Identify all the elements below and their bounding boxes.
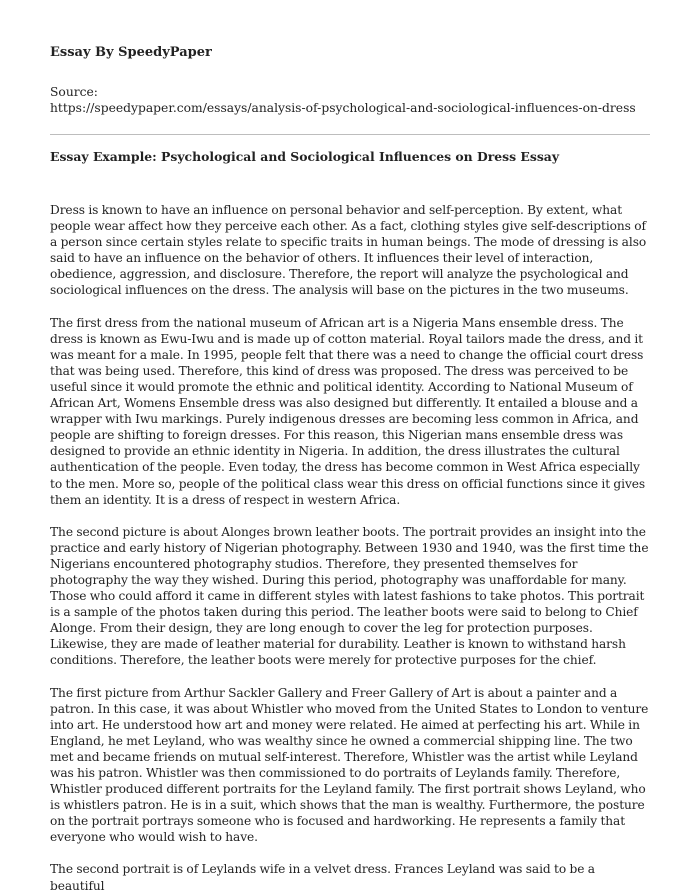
- header-divider: [50, 134, 650, 135]
- source-label: Source:: [50, 85, 98, 99]
- source-url[interactable]: https://speedypaper.com/essays/analysis-of-psychological-and-sociological-influences-on-dress: [50, 101, 636, 115]
- essay-paragraph-4: The first picture from Arthur Sackler Gallery and Freer Gallery of Art is about a painter and a patron. In this case, it was about Whistler who moved from the United States to London to venture into art. He understood how art and money were related. He aimed at perfecting his art. While in England, he met Leyland, who was wealthy since he owned a commercial shipping line. The two met and became friends on mutual self-interest. Therefore, Whistler was the artist while Leyland was his patron. Whistler was then commissioned to do portraits of Leylands family. Therefore, Whistler produced different portraits for the Leyland family. The first portrait shows Leyland, who is whistlers patron. He is in a suit, which shows that the man is wealthy. Furthermore, the posture on the portrait portrays someone who is focused and hardworking. He represents a family that everyone who would wish to have.: [50, 685, 649, 845]
- essay-paragraph-5: The second portrait is of Leylands wife in a velvet dress. Frances Leyland was said to be a beautiful: [50, 862, 595, 893]
- essay-paragraph-2: The first dress from the national museum of African art is a Nigeria Mans ensemble dress. The dress is known as Ewu-Iwu and is made up of cotton material. Royal tailors made the dress, and it was meant for a male. In 1995, people felt that there was a need to change the official court dress that was being used. Therefore, this kind of dress was proposed. The dress was perceived to be useful since it would promote the ethnic and political identity. According to National Museum of African Art, Womens Ensemble dress was also designed but differently. It entailed a blouse and a wrapper with Iwu markings. Purely indigenous dresses are becoming less common in Africa, and people are shifting to foreign dresses. For this reason, this Nigerian mans ensemble dress was designed to provide an ethnic identity in Nigeria. In addition, the dress illustrates the cultural authentication of the people. Even today, the dress has become common in West Africa especially to the men. More so, people of the political class wear this dress on official functions since it gives them an identity. It is a dress of respect in western Africa.: [50, 315, 646, 507]
- essay-author-heading: Essay By SpeedyPaper: [50, 45, 212, 60]
- essay-paragraph-3: The second picture is about Alonges brown leather boots. The portrait provides an insight into the practice and early history of Nigerian photography. Between 1930 and 1940, was the first time the Nigerians encountered photography studios. Therefore, they presented themselves for photography the way they wished. During this period, photography was unaffordable for many. Those who could afford it came in different styles with latest fashions to take photos. This portrait is a sample of the photos taken during this period. The leather boots were said to belong to Chief Alonge. From their design, they are long enough to cover the leg for protection purposes. Likewise, they are made of leather material for durability. Leather is known to withstand harsh conditions. Therefore, the leather boots were merely for protective purposes for the chief.: [50, 524, 649, 668]
- essay-paragraph-1: Dress is known to have an influence on personal behavior and self-perception. By extent, what people wear affect how they perceive each other. As a fact, clothing styles give self-descriptions of a person since certain styles relate to specific traits in human beings. The mode of dressing is also said to have an influence on the behavior of others. It influences their level of interaction, obedience, aggression, and disclosure. Therefore, the report will analyze the psychological and sociological influences on the dress. The analysis will base on the pictures in the two museums.: [50, 203, 647, 298]
- essay-title: Essay Example: Psychological and Sociological Influences on Dress Essay: [50, 149, 560, 164]
